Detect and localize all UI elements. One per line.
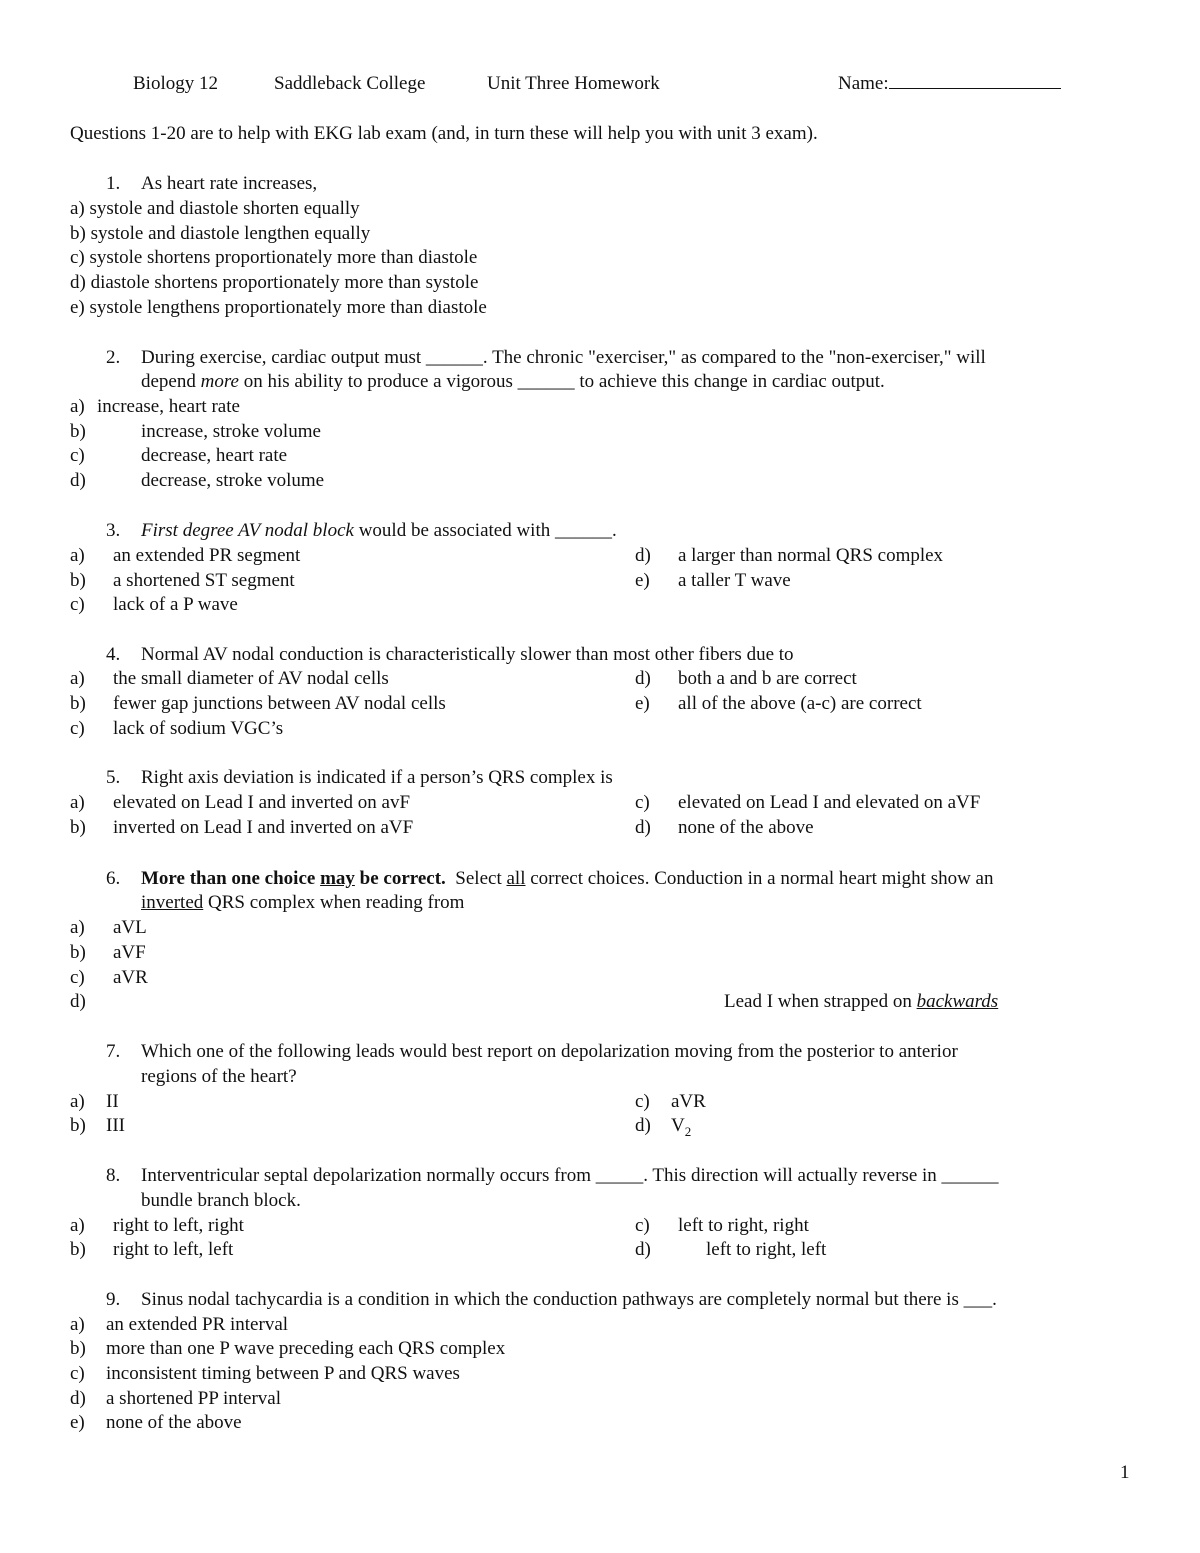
q2-line2-pre: depend xyxy=(141,371,201,392)
q9-number: 9. xyxy=(106,1289,121,1310)
q4-option-c: lack of sodium VGC’s xyxy=(113,718,284,739)
intro-text: Questions 1-20 are to help with EKG lab exam (and, in turn these will help you with unit 3 exam). xyxy=(70,123,818,144)
q7-option-a-letter: a) xyxy=(70,1091,85,1112)
q1-number: 1. xyxy=(106,173,121,194)
q4-text: Normal AV nodal conduction is characteristically slower than most other fibers due to xyxy=(141,644,794,665)
q5-option-d: none of the above xyxy=(678,817,814,838)
q5-option-b: inverted on Lead I and inverted on aVF xyxy=(113,817,414,838)
q4-option-d-letter: d) xyxy=(635,668,651,689)
q5-option-a-letter: a) xyxy=(70,792,85,813)
q9-option-a-letter: a) xyxy=(70,1314,85,1335)
q6-select-pre: Select xyxy=(445,868,507,889)
q4-option-a: the small diameter of AV nodal cells xyxy=(113,668,389,689)
q6-bold-post: be correct. xyxy=(354,868,446,889)
q7-line1: Which one of the following leads would best report on depolarization moving from the posterior to anterior xyxy=(141,1041,958,1062)
name-label-text: Name: xyxy=(838,73,889,94)
q9-option-e-letter: e) xyxy=(70,1412,85,1433)
q5-text: Right axis deviation is indicated if a person’s QRS complex is xyxy=(141,767,613,788)
q3-option-c: lack of a P wave xyxy=(113,594,238,615)
q9-option-d: a shortened PP interval xyxy=(106,1388,282,1409)
q6-option-d-letter: d) xyxy=(70,991,86,1012)
q4-option-a-letter: a) xyxy=(70,668,85,689)
q6-select-underlined: all xyxy=(506,868,526,889)
q3-option-d-letter: d) xyxy=(635,545,651,566)
q7-line2: regions of the heart? xyxy=(141,1066,297,1087)
q2-line2 xyxy=(141,370,885,394)
q3-option-a-letter: a) xyxy=(70,545,85,566)
q1-option-e: e) systole lengthens proportionately more than diastole xyxy=(70,297,487,318)
q5-number: 5. xyxy=(106,767,121,788)
q2-line1: During exercise, cardiac output must ______. The chronic "exerciser," as compared to the "non-exerciser," will xyxy=(141,347,986,368)
q6-option-d xyxy=(724,990,998,1014)
name-blank-line xyxy=(889,72,1061,89)
q4-option-e: all of the above (a-c) are correct xyxy=(678,693,922,714)
q3-text xyxy=(141,519,617,543)
q5-option-a: elevated on Lead I and inverted on avF xyxy=(113,792,411,813)
q8-number: 8. xyxy=(106,1165,121,1186)
q2-line2-post: on his ability to produce a vigorous ______ to achieve this change in cardiac output. xyxy=(238,371,885,392)
q1-option-d: d) diastole shortens proportionately more than systole xyxy=(70,272,479,293)
q6-line2 xyxy=(141,891,464,915)
q5-option-b-letter: b) xyxy=(70,817,86,838)
q7-option-b-letter: b) xyxy=(70,1115,86,1136)
q6-line2-post: QRS complex when reading from xyxy=(203,892,465,913)
name-label xyxy=(838,72,1061,96)
q8-option-a: right to left, right xyxy=(113,1215,244,1236)
q8-option-d-letter: d) xyxy=(635,1239,651,1260)
q6-option-a: aVL xyxy=(113,917,147,938)
q8-option-c: left to right, right xyxy=(678,1215,809,1236)
q2-option-c: decrease, heart rate xyxy=(141,445,288,466)
q2-line2-emphasis: more xyxy=(200,371,239,392)
q2-number: 2. xyxy=(106,347,121,368)
q2-option-d: decrease, stroke volume xyxy=(141,470,325,491)
q4-option-c-letter: c) xyxy=(70,718,85,739)
q6-number: 6. xyxy=(106,868,121,889)
q9-option-b: more than one P wave preceding each QRS complex xyxy=(106,1338,506,1359)
q3-number: 3. xyxy=(106,520,121,541)
q1-option-c: c) systole shortens proportionately more than diastole xyxy=(70,247,478,268)
q8-line2: bundle branch block. xyxy=(141,1190,301,1211)
q7-option-d-letter: d) xyxy=(635,1115,651,1136)
q6-option-d-emphasis: backwards xyxy=(916,991,999,1012)
college-name: Saddleback College xyxy=(274,73,426,94)
q2-option-d-letter: d) xyxy=(70,470,86,491)
q8-option-a-letter: a) xyxy=(70,1215,85,1236)
q6-line1 xyxy=(141,867,994,891)
q3-option-b: a shortened ST segment xyxy=(113,570,295,591)
q8-option-b: right to left, left xyxy=(113,1239,234,1260)
q6-select-post: correct choices. Conduction in a normal heart might show an xyxy=(525,868,994,889)
q4-option-d: both a and b are correct xyxy=(678,668,857,689)
q9-option-d-letter: d) xyxy=(70,1388,86,1409)
q3-option-e-letter: e) xyxy=(635,570,650,591)
q2-option-b-letter: b) xyxy=(70,421,86,442)
q6-option-c-letter: c) xyxy=(70,967,85,988)
course-name: Biology 12 xyxy=(133,73,218,94)
q2-option-a-letter: a) xyxy=(70,396,85,417)
q8-line1: Interventricular septal depolarization normally occurs from _____. This direction will actually reverse in ______ xyxy=(141,1165,999,1186)
q3-option-e: a taller T wave xyxy=(678,570,791,591)
q7-option-c: aVR xyxy=(671,1091,706,1112)
q7-option-c-letter: c) xyxy=(635,1091,650,1112)
q4-option-b: fewer gap junctions between AV nodal cells xyxy=(113,693,446,714)
q2-option-c-letter: c) xyxy=(70,445,85,466)
page-number: 1 xyxy=(1120,1462,1130,1483)
q3-emphasis: First degree AV nodal block xyxy=(141,520,354,541)
q9-option-c-letter: c) xyxy=(70,1363,85,1384)
q9-option-a: an extended PR interval xyxy=(106,1314,289,1335)
q7-option-a: II xyxy=(106,1091,119,1112)
q4-number: 4. xyxy=(106,644,121,665)
q7-option-d-text: V xyxy=(671,1115,685,1136)
q5-option-d-letter: d) xyxy=(635,817,651,838)
q6-bold-underlined: may xyxy=(320,868,355,889)
q9-option-b-letter: b) xyxy=(70,1338,86,1359)
q5-option-c: elevated on Lead I and elevated on aVF xyxy=(678,792,981,813)
q3-option-b-letter: b) xyxy=(70,570,86,591)
q8-option-d: left to right, left xyxy=(706,1239,827,1260)
q2-option-a: increase, heart rate xyxy=(97,396,240,417)
q6-option-b: aVF xyxy=(113,942,146,963)
q4-option-e-letter: e) xyxy=(635,693,650,714)
q5-option-c-letter: c) xyxy=(635,792,650,813)
q7-option-d xyxy=(671,1114,691,1144)
q9-option-e: none of the above xyxy=(106,1412,242,1433)
q6-option-d-pre: Lead I when strapped on xyxy=(724,991,917,1012)
q1-option-b: b) systole and diastole lengthen equally xyxy=(70,223,371,244)
homework-title: Unit Three Homework xyxy=(487,73,660,94)
q8-option-b-letter: b) xyxy=(70,1239,86,1260)
q9-text: Sinus nodal tachycardia is a condition in which the conduction pathways are completely normal but there is ___. xyxy=(141,1289,997,1310)
q6-line2-underlined: inverted xyxy=(141,892,204,913)
q6-bold-pre: More than one choice xyxy=(141,868,321,889)
q6-bold-instruction xyxy=(141,868,446,889)
q7-option-b: III xyxy=(106,1115,125,1136)
q4-option-b-letter: b) xyxy=(70,693,86,714)
q9-option-c: inconsistent timing between P and QRS waves xyxy=(106,1363,460,1384)
q3-option-c-letter: c) xyxy=(70,594,85,615)
q6-option-c: aVR xyxy=(113,967,148,988)
q7-option-d-subscript: 2 xyxy=(684,1123,692,1139)
q3-option-d: a larger than normal QRS complex xyxy=(678,545,944,566)
q3-rest: would be associated with ______. xyxy=(353,520,617,541)
q1-option-a: a) systole and diastole shorten equally xyxy=(70,198,360,219)
q3-option-a: an extended PR segment xyxy=(113,545,301,566)
q7-number: 7. xyxy=(106,1041,121,1062)
q6-option-a-letter: a) xyxy=(70,917,85,938)
q1-text: As heart rate increases, xyxy=(141,173,318,194)
q6-option-b-letter: b) xyxy=(70,942,86,963)
q8-option-c-letter: c) xyxy=(635,1215,650,1236)
q2-option-b: increase, stroke volume xyxy=(141,421,321,442)
